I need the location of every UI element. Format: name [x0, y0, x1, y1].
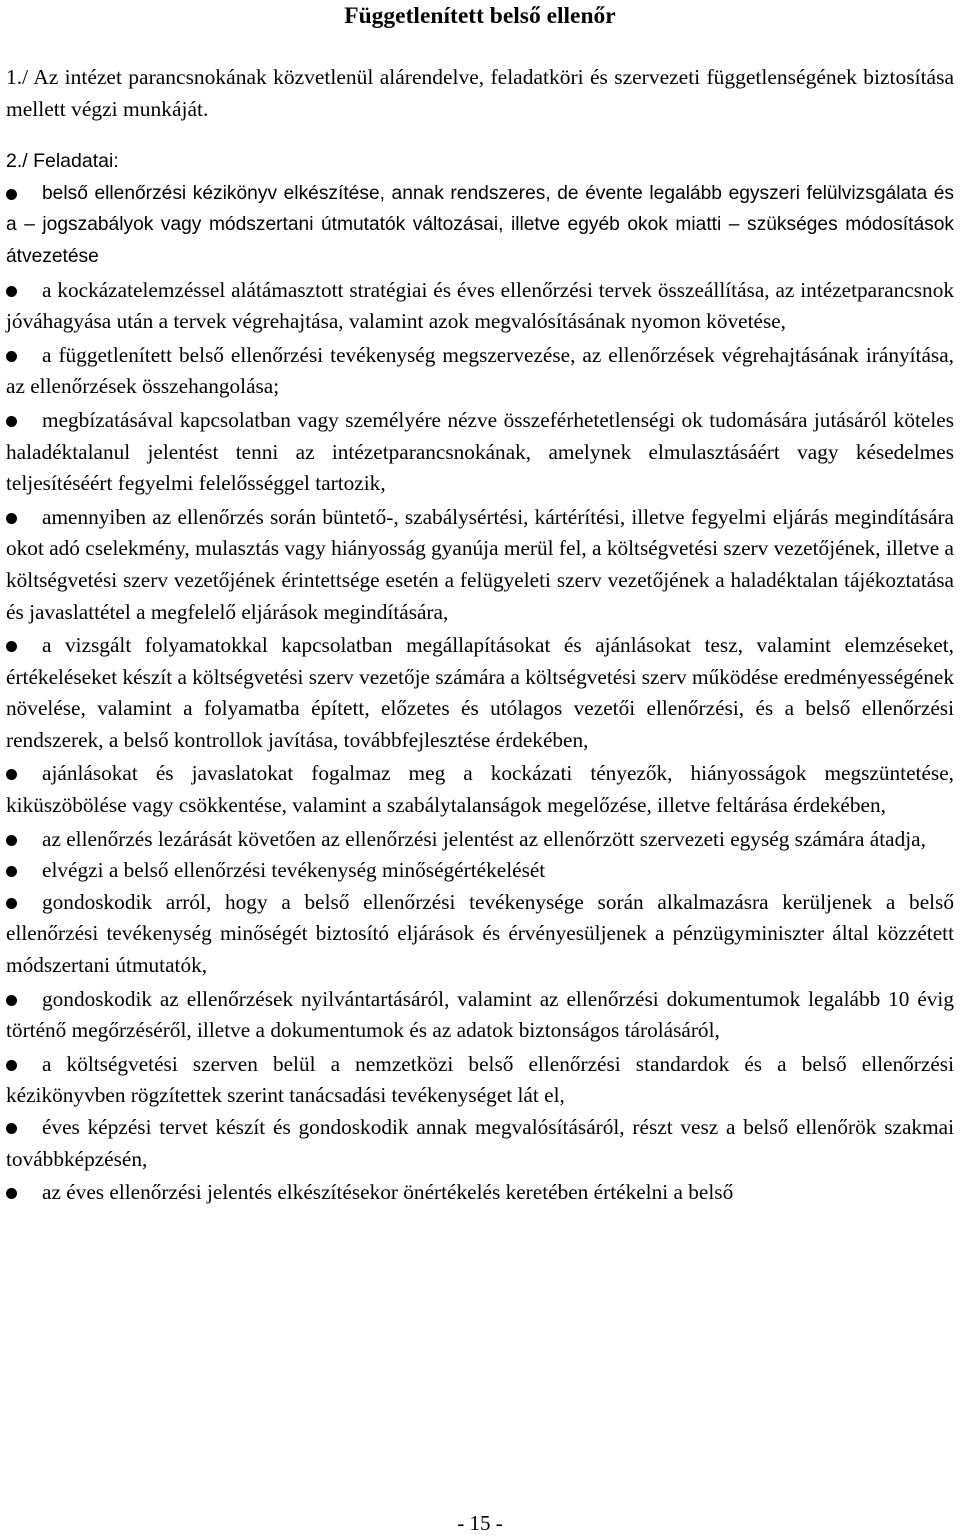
bullet-icon	[6, 189, 17, 200]
list-item	[6, 630, 954, 756]
bullet-icon	[6, 286, 17, 297]
list-item-text: amennyiben az ellenőrzés során büntető-, szabálysértési, kártérítési, illetve fegyelmi eljárás megindítására okot adó cselekmény, mulasztás vagy hiányosság gyanúja merül fel, a költségvetési szerv vezetőjének, illetve a költségvetési szerv vezetőjének érintettsége esetén a felügyeleti szerv vezetőjének a haladéktalan tájékoztatása és javaslattétel a megfelelő eljárások megindítására,	[6, 504, 954, 624]
list-item	[6, 1049, 954, 1112]
page-number: - 15 -	[457, 1511, 503, 1535]
bullet-icon	[6, 1123, 17, 1134]
list-item	[6, 405, 954, 500]
list-item-text: gondoskodik arról, hogy a belső ellenőrzési tevékenysége során alkalmazásra kerüljenek a belső ellenőrzési tevékenység minőségét biztosító eljárások és érvényesüljenek a pénzügyminiszter által közzétett módszertani útmutatók,	[6, 889, 954, 978]
bullet-icon	[6, 641, 17, 652]
page-title: Függetlenített belső ellenőr	[344, 3, 616, 29]
paragraph-1: 1./ Az intézet parancsnokának közvetlenül alárendelve, feladatköri és szervezeti függetlenségének biztosítása mellett végzi munkáját.	[6, 65, 954, 121]
task-list	[6, 178, 954, 1209]
bullet-icon	[6, 351, 17, 362]
bullet-icon	[6, 769, 17, 780]
list-item	[6, 824, 954, 856]
list-item	[6, 340, 954, 403]
list-item-text: gondoskodik az ellenőrzések nyilvántartásáról, valamint az ellenőrzési dokumentumok legalább 10 évig történő megőrzéséről, illetve a dokumentumok és az adatok biztonságos tárolásáról,	[6, 986, 954, 1043]
list-item	[6, 855, 954, 887]
list-item	[6, 1112, 954, 1175]
list-item	[6, 275, 954, 338]
list-item-text: a vizsgált folyamatokkal kapcsolatban megállapításokat és ajánlásokat tesz, valamint elemzéseket, értékeléseket készít a költségvetési szerv vezetője számára a költségvetési szerv működése eredményességének növelése, valamint a folyamatba épített, előzetes és utólagos vezetői ellenőrzési, és a belső ellenőrzési rendszerek, a belső kontrollok javítása, továbbfejlesztése érdekében,	[6, 633, 954, 752]
list-item-text: a kockázatelemzéssel alátámasztott stratégiai és éves ellenőrzési tervek összeállítása, az intézetparancsnok jóváhagyása után a tervek végrehajtása, valamint azok megvalósításának nyomon követése,	[6, 277, 954, 334]
list-item-text: belső ellenőrzési kézikönyv elkészítése, annak rendszeres, de évente legalább egyszeri felülvizsgálata és a – jogszabályok vagy módszertani útmutatók változásai, illetve egyéb okok miatti – szükséges módosítások átvezetése	[6, 182, 954, 267]
list-item-text: ajánlásokat és javaslatokat fogalmaz meg a kockázati tényezők, hiányosságok megszüntetése, kiküszöbölése vagy csökkentése, valamint a szabálytalanságok megelőzése, illetve feltárása érdekében,	[6, 761, 954, 818]
list-item	[6, 758, 954, 821]
list-item-text: az ellenőrzés lezárását követően az ellenőrzési jelentést az ellenőrzött szervezeti egység számára átadja,	[42, 826, 926, 851]
bullet-icon	[6, 995, 17, 1006]
list-item-text: megbízatásával kapcsolatban vagy személyére nézve összeférhetetlenségi ok tudomására jutásáról köteles haladéktalanul jelentést tenni az intézetparancsnokának, amelynek elmulasztásáért vagy késedelmes teljesítéséért fegyelmi felelősséggel tartozik,	[6, 407, 954, 496]
list-item	[6, 1177, 954, 1209]
list-item-text: a költségvetési szerven belül a nemzetközi belső ellenőrzési standardok és a belső ellenőrzési kézikönyvben rögzítettek szerint tanácsadási tevékenységet lát el,	[6, 1051, 954, 1108]
document-page	[6, 0, 954, 1209]
bullet-icon	[6, 416, 17, 427]
list-item	[6, 887, 954, 982]
list-item-text: éves képzési tervet készít és gondoskodik annak megvalósításáról, részt vesz a belső ellenőrök szakmai továbbképzésén,	[6, 1115, 954, 1171]
list-item	[6, 178, 954, 273]
paragraph-2-heading: 2./ Feladatai:	[6, 150, 119, 173]
bullet-icon	[6, 513, 17, 524]
list-item-text: a függetlenített belső ellenőrzési tevékenység megszervezése, az ellenőrzések végrehajtásának irányítása, az ellenőrzések összehangolása;	[6, 342, 954, 399]
bullet-icon	[6, 898, 17, 909]
list-item	[6, 502, 954, 628]
bullet-icon	[6, 835, 17, 846]
list-item-text: elvégzi a belső ellenőrzési tevékenység minőségértékelését	[42, 858, 546, 883]
bullet-icon	[6, 1060, 17, 1071]
list-item	[6, 984, 954, 1047]
list-item-text: az éves ellenőrzési jelentés elkészítésekor önértékelés keretében értékelni a belső	[42, 1180, 734, 1205]
bullet-icon	[6, 866, 17, 877]
bullet-icon	[6, 1188, 17, 1199]
